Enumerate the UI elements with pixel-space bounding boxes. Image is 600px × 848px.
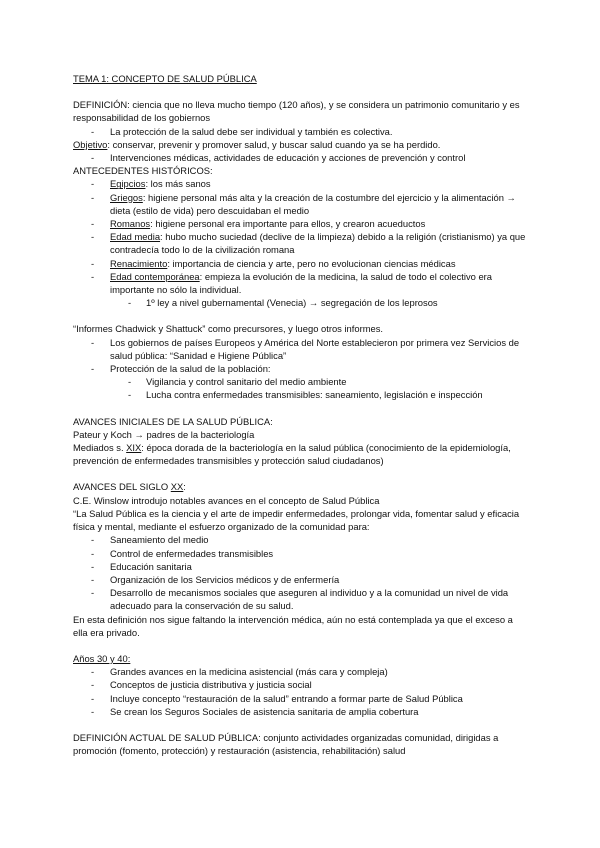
avances-siglo-closing: En esta definición nos sigue faltando la intervención médica, aún no está contemplada ya que el exceso a ella era privado.	[73, 613, 513, 638]
objetivo-text: : conservar, prevenir y promover salud, y buscar salud cuando ya se ha perdido.	[107, 138, 441, 150]
sub-list-item: - Lucha contra enfermedades transmisibles: saneamiento, legislación e inspección	[73, 388, 528, 401]
definicion-paragraph	[73, 98, 528, 124]
document-title: TEMA 1: CONCEPTO DE SALUD PÚBLICA	[73, 73, 257, 84]
definicion-actual-label: DEFINICIÓN ACTUAL DE SALUD PÚBLICA:	[73, 731, 261, 743]
list-item: - Conceptos de justicia distributiva y justicia social	[73, 678, 528, 691]
definicion-label: DEFINICIÓN:	[73, 99, 130, 111]
definicion-actual-paragraph	[73, 731, 528, 757]
list-item: - Saneamiento del medio	[73, 533, 528, 546]
avances-siglo-heading: AVANCES DEL SIGLO XX:	[73, 481, 186, 493]
antecedentes-heading: ANTECEDENTES HISTÓRICOS:	[73, 165, 213, 177]
avances-siglo-line: C.E. Winslow introdujo notables avances en el concepto de Salud Pública	[73, 494, 380, 506]
definicion-text: ciencia que no lleva mucho tiempo (120 años), y se considera un patrimonio comunitario y es responsabilidad de los gobiernos	[73, 99, 520, 124]
list-item: - Educación sanitaria	[73, 560, 528, 573]
list-item: - Protección de la salud de la población:	[73, 362, 528, 375]
list-item: - Se crean los Seguros Sociales de asistencia sanitaria de amplia cobertura	[73, 705, 528, 718]
list-item: - Grandes avances en la medicina asistencial (más cara y compleja)	[73, 665, 528, 678]
list-item: - Control de enfermedades transmisibles	[73, 547, 528, 560]
list-item: - Edad media: hubo mucho suciedad (declive de la limpieza) debido a la religión (cristianismo) ya que contradecía todo lo de la civilización romana	[73, 230, 528, 256]
list-item: - Desarrollo de mecanismos sociales que aseguren al individuo y a la comunidad un nivel de vida adecuado para la conservación de su salud.	[73, 586, 528, 612]
list-item: - Organización de los Servicios médicos y de enfermería	[73, 573, 528, 586]
sub-list-item: - 1º ley a nivel gubernamental (Venecia) → segregación de los leprosos	[73, 296, 528, 309]
list-item: - Los gobiernos de países Europeos y América del Norte establecieron por primera vez Servicios de salud pública: “Sanidad e Higiene Pública”	[73, 336, 528, 362]
list-item: - Incluye concepto “restauración de la salud” entrando a formar parte de Salud Pública	[73, 692, 528, 705]
winslow-quote: “La Salud Pública es la ciencia y el arte de impedir enfermedades, prolongar vida, fomentar salud y eficacia física y mental, mediante el esfuerzo organizado de la comunidad para:	[73, 507, 520, 533]
list-item: - Edad contemporánea: empieza la evolución de la medicina, la salud de todo el colectivo era importante no sólo la individual.	[73, 270, 528, 296]
avances-iniciales-line: Pateur y Koch → padres de la bacteriología	[73, 428, 255, 440]
anos-heading: Años 30 y 40:	[73, 652, 131, 664]
list-item: - Griegos: higiene personal más alta y la creación de la costumbre del ejercicio y la alimentación → dieta (estilo de vida) pero descuidaban el medio	[73, 191, 528, 217]
objetivo-paragraph	[73, 138, 528, 151]
objetivo-label: Objetivo	[73, 138, 108, 150]
informes-paragraph: “Informes Chadwick y Shattuck” como precursores, y luego otros informes.	[73, 323, 384, 335]
avances-iniciales-heading: AVANCES INICIALES DE LA SALUD PÚBLICA:	[73, 415, 273, 427]
list-item: - Romanos: higiene personal era importante para ellos, y crearon acueductos	[73, 217, 528, 230]
definicion-actual-text: conjunto actividades organizadas comunidad, dirigidas a promoción (fomento, protección) y restauración (asistencia, rehabilitación) salud	[73, 731, 499, 757]
avances-iniciales-line: Mediados s. XIX: época dorada de la bacteriología en la salud pública (conocimiento de la epidemiología, prevención de enfermedades transmisibles y protección salud ciudadanos)	[73, 442, 511, 467]
list-item: - Renacimiento: importancia de ciencia y arte, pero no evolucionan ciencias médicas	[73, 257, 528, 270]
sub-list-item: - Vigilancia y control sanitario del medio ambiente	[73, 375, 528, 388]
list-item: - Intervenciones médicas, actividades de educación y acciones de prevención y control	[73, 151, 528, 164]
list-item: - Egipcios: los más sanos	[73, 177, 528, 190]
document-page	[73, 72, 528, 757]
list-item: - La protección de la salud debe ser individual y también es colectiva.	[73, 125, 528, 138]
